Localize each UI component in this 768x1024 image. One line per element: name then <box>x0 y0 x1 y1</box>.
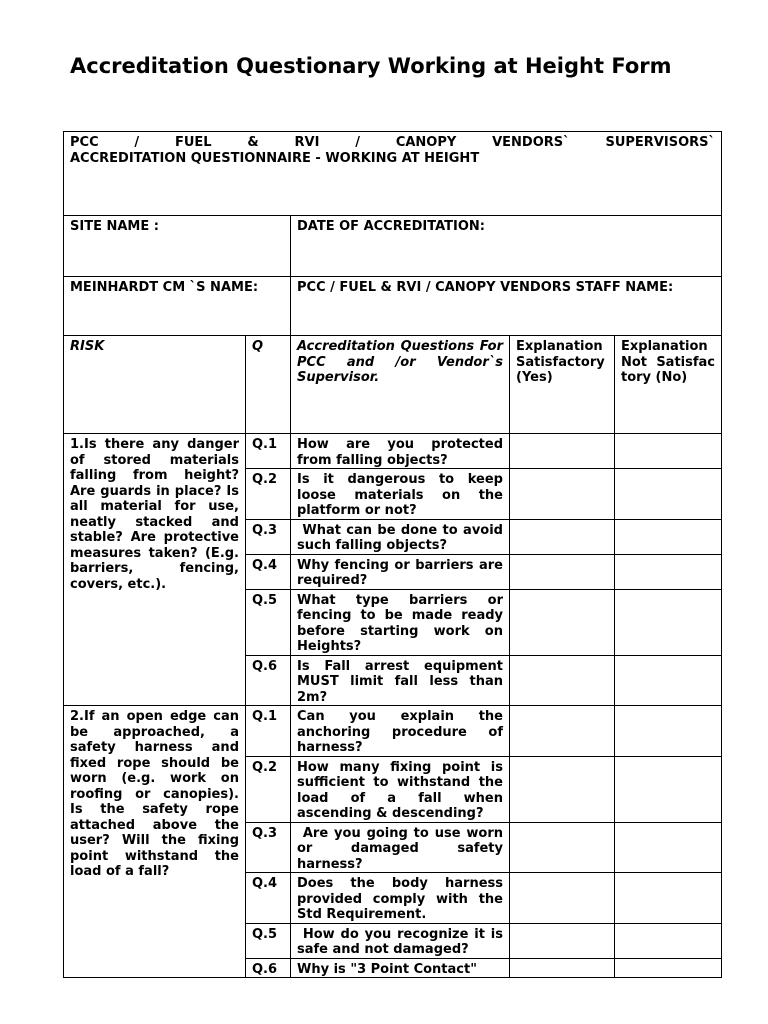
not-satisfactory-answer-cell[interactable] <box>615 469 722 520</box>
satisfactory-answer-cell[interactable] <box>510 469 615 520</box>
question-number: Q.5 <box>246 923 291 958</box>
question-text: Why is "3 Point Contact" <box>291 958 510 978</box>
satisfactory-answer-cell[interactable] <box>510 873 615 924</box>
accreditation-form-table <box>63 131 722 978</box>
satisfactory-answer-cell[interactable] <box>510 655 615 706</box>
form-header-line2: ACCREDITATION QUESTIONNAIRE - WORKING AT HEIGHT <box>70 150 480 166</box>
not-satisfactory-answer-cell[interactable] <box>615 519 722 554</box>
satisfactory-answer-cell[interactable] <box>510 958 615 978</box>
not-satisfactory-answer-cell[interactable] <box>615 554 722 589</box>
form-header-row <box>64 132 722 216</box>
satisfactory-answer-cell[interactable] <box>510 756 615 822</box>
satisfactory-column-header: Explanation Satisfactory (Yes) <box>510 336 615 434</box>
question-text: Does the body harness provided comply with the Std Requirement. <box>291 873 510 924</box>
question-text: Why fencing or barriers are required? <box>291 554 510 589</box>
question-number: Q.2 <box>246 756 291 822</box>
question-text: What type barriers or fencing to be made ready before starting work on Heights? <box>291 589 510 655</box>
question-text: How are you protected from falling objects? <box>291 434 510 469</box>
question-number: Q.5 <box>246 589 291 655</box>
questions-column-header: Accreditation Questions For PCC and /or Vendor`s Supervisor. <box>291 336 510 434</box>
question-number: Q.1 <box>246 706 291 757</box>
question-number: Q.4 <box>246 873 291 924</box>
risk-description: 1.Is there any danger of stored materials falling from height? Are guards in place? Is all material for use, neatly stacked and stable? Are protective measures taken? (E.g. barriers, fencing, covers, etc.). <box>64 434 246 706</box>
question-text: How do you recognize it is safe and not damaged? <box>291 923 510 958</box>
satisfactory-answer-cell[interactable] <box>510 822 615 873</box>
not-satisfactory-answer-cell[interactable] <box>615 589 722 655</box>
question-number: Q.6 <box>246 958 291 978</box>
satisfactory-answer-cell[interactable] <box>510 554 615 589</box>
risk-table-body <box>64 434 722 978</box>
risk-column-header: RISK <box>64 336 246 434</box>
question-number: Q.4 <box>246 554 291 589</box>
question-text: Can you explain the anchoring procedure of harness? <box>291 706 510 757</box>
site-name-label: SITE NAME : <box>70 219 159 234</box>
site-name-field[interactable] <box>64 216 291 277</box>
staff-name-field[interactable] <box>291 277 722 336</box>
names-row <box>64 277 722 336</box>
question-text: Is it dangerous to keep loose materials on the platform or not? <box>291 469 510 520</box>
question-text: How many fixing point is sufficient to withstand the load of a fall when ascending & descending? <box>291 756 510 822</box>
not-satisfactory-column-header: Explanation Not Satisfactory (No) <box>615 336 722 434</box>
not-satisfactory-answer-cell[interactable] <box>615 923 722 958</box>
q-column-header: Q <box>246 336 291 434</box>
not-satisfactory-answer-cell[interactable] <box>615 706 722 757</box>
question-text: Are you going to use worn or damaged safety harness? <box>291 822 510 873</box>
not-satisfactory-answer-cell[interactable] <box>615 822 722 873</box>
question-row <box>64 706 722 757</box>
page-title: Accreditation Questionary Working at Height Form <box>70 54 672 78</box>
question-number: Q.1 <box>246 434 291 469</box>
staff-name-label: PCC / FUEL & RVI / CANOPY VENDORS STAFF NAME: <box>297 280 674 295</box>
satisfactory-answer-cell[interactable] <box>510 519 615 554</box>
form-header-cell <box>64 132 722 216</box>
site-row <box>64 216 722 277</box>
question-number: Q.6 <box>246 655 291 706</box>
cm-name-field[interactable] <box>64 277 291 336</box>
question-row <box>64 434 722 469</box>
date-label: DATE OF ACCREDITATION: <box>297 219 485 234</box>
satisfactory-answer-cell[interactable] <box>510 589 615 655</box>
column-header-row <box>64 336 722 434</box>
risk-description: 2.If an open edge can be approached, a safety harness and fixed rope should be worn (e.g. work on roofing or canopies). Is the safety rope attached above the user? Will the fixing point withstand the load of a fall? <box>64 706 246 978</box>
question-text: Is Fall arrest equipment MUST limit fall less than 2m? <box>291 655 510 706</box>
not-satisfactory-answer-cell[interactable] <box>615 873 722 924</box>
question-number: Q.2 <box>246 469 291 520</box>
date-of-accreditation-field[interactable] <box>291 216 722 277</box>
satisfactory-answer-cell[interactable] <box>510 923 615 958</box>
not-satisfactory-answer-cell[interactable] <box>615 958 722 978</box>
question-number: Q.3 <box>246 822 291 873</box>
cm-name-label: MEINHARDT CM `S NAME: <box>70 280 259 295</box>
satisfactory-answer-cell[interactable] <box>510 706 615 757</box>
not-satisfactory-answer-cell[interactable] <box>615 655 722 706</box>
not-satisfactory-answer-cell[interactable] <box>615 756 722 822</box>
question-number: Q.3 <box>246 519 291 554</box>
question-text: What can be done to avoid such falling objects? <box>291 519 510 554</box>
form-header-line1: PCC / FUEL & RVI / CANOPY VENDORS` SUPERVISORS` <box>70 135 715 150</box>
not-satisfactory-answer-cell[interactable] <box>615 434 722 469</box>
satisfactory-answer-cell[interactable] <box>510 434 615 469</box>
